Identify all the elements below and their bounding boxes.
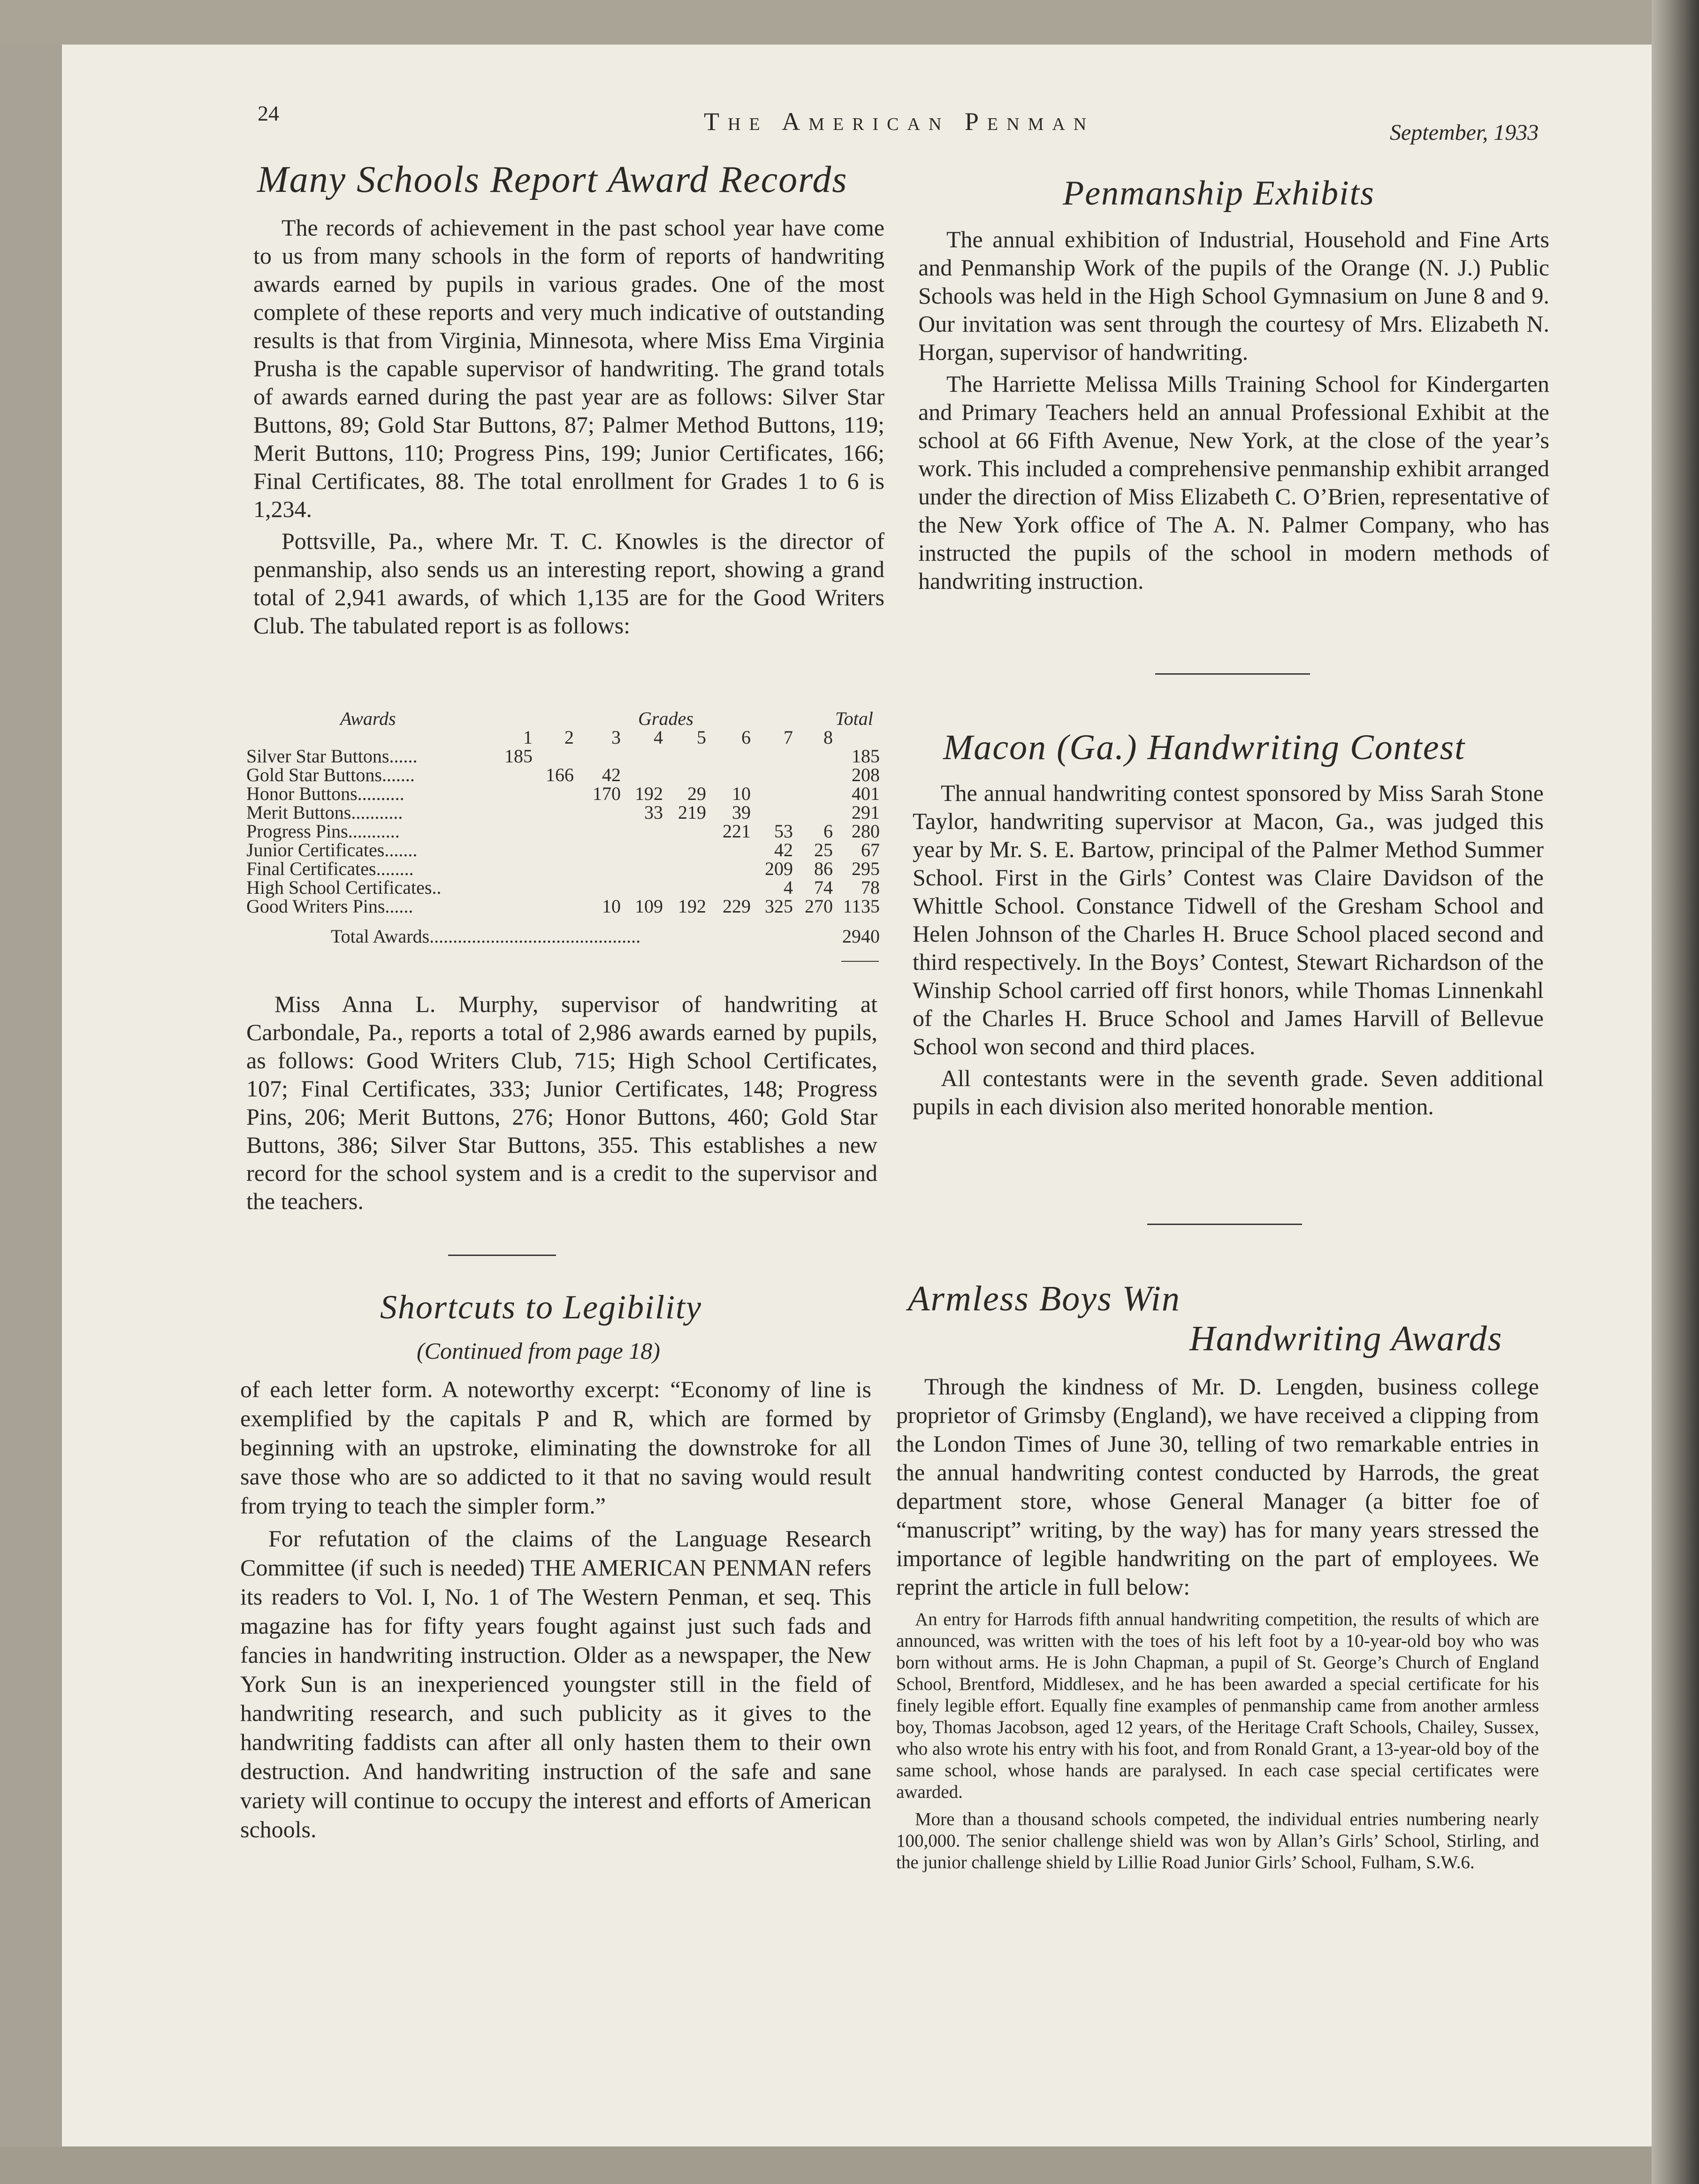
total-value: 2940: [842, 926, 880, 947]
awards-table: [246, 708, 884, 958]
column-header-grades: Grades: [638, 708, 693, 729]
continued-note: (Continued from page 18): [417, 1338, 660, 1364]
grade-cell: 325: [765, 896, 793, 917]
table-rows: [246, 747, 884, 916]
issue-date: September, 1933: [1390, 120, 1539, 145]
grade-cell: 25: [814, 839, 833, 860]
paragraph: All contestants were in the seventh grade. Seven additional pupils in each division also merited honorable mention.: [913, 1065, 1544, 1119]
article-body-macon-contest: [913, 779, 1544, 1124]
grade-number: 2: [564, 727, 574, 748]
paragraph: Miss Anna L. Murphy, supervisor of handwriting at Carbondale, Pa., reports a total of 2,986 awards earned by pupils, as follows: Good Writers Club, 715; High School Certificates, 107; Final Certificates, 333; Junior Certificates, 148; Progress Pins, 206; Merit Buttons, 276; Honor Buttons, 460; Gold Star Buttons, 386; Silver Star Buttons, 355. This establishes a new record for the school system and is a credit to the supervisor and the teachers.: [246, 991, 877, 1214]
table-row: [246, 822, 884, 841]
grade-cell: 10: [602, 896, 621, 917]
article-title-line-1: Armless Boys Win: [908, 1279, 1181, 1318]
quote-paragraph: An entry for Harrods fifth annual handwriting competition, the results of which are announced, was written with the toes of his left foot by a 10-year-old boy who was born without arms. He is John Chapman, a pupil of St. George’s Church of England School, Brentford, Middlesex, and he has been awarded a special certificate for his finely legible effort. Equally fine examples of penmanship came from another armless boy, Thomas Jacobson, aged 12 years, of the Heritage Craft Schools, Chailey, Sussex, who also wrote his entry with his foot, and from Ronald Grant, a 13-year-old boy of the same school, whose hands are paralysed. In each case special certificates were awarded.: [896, 1609, 1539, 1802]
reprinted-article: [896, 1605, 1539, 1873]
grade-cell: 109: [635, 896, 663, 917]
grade-cell: 221: [723, 821, 751, 842]
article-body-award-records: [253, 213, 884, 643]
table-row: [246, 747, 884, 766]
page-number: 24: [258, 101, 279, 125]
grade-cell: 185: [504, 746, 533, 767]
article-title-penmanship-exhibits: Penmanship Exhibits: [1063, 174, 1375, 213]
table-row: [246, 784, 884, 803]
table-row: [246, 766, 884, 784]
total-rule: [841, 961, 879, 962]
article-closing-paragraph: [246, 990, 877, 1219]
grade-number: 5: [697, 727, 706, 748]
table-row: [246, 803, 884, 822]
grade-cell: 166: [546, 764, 574, 785]
article-title-macon-contest: Macon (Ga.) Handwriting Contest: [943, 728, 1466, 767]
column-header-total: Total: [835, 708, 873, 729]
grade-cell: 229: [723, 896, 751, 917]
grade-cell: 53: [774, 821, 793, 842]
grade-number: 6: [741, 727, 751, 748]
article-body-armless-boys: [896, 1372, 1539, 1879]
table-row: [246, 878, 884, 897]
grade-cell: 42: [602, 764, 621, 785]
table-row: [246, 897, 884, 916]
award-label: Merit Buttons...........: [246, 802, 403, 823]
award-label: Junior Certificates.......: [246, 839, 418, 860]
grade-cell: 192: [678, 896, 706, 917]
grade-number: 4: [654, 727, 663, 748]
section-divider: [1147, 1224, 1302, 1225]
row-total: 291: [852, 802, 880, 823]
grade-cell: 86: [814, 858, 833, 879]
grade-cell: 219: [678, 802, 706, 823]
paragraph: The records of achievement in the past school year have come to us from many schools in the form of reports of handwriting awards earned by pupils in various grades. One of the most complete of these reports and very much indicative of outstanding results is that from Virginia, Minnesota, where Miss Ema Virginia Prusha is the capable supervisor of handwriting. The grand totals of awards earned during the past year are as follows: Silver Star Buttons, 89; Gold Star Buttons, 87; Palmer Method Buttons, 119; Merit Buttons, 110; Progress Pins, 199; Junior Certificates, 166; Final Certificates, 88. The total enrollment for Grades 1 to 6 is 1,234.: [253, 214, 884, 522]
paragraph: Through the kindness of Mr. D. Lengden, business college proprietor of Grimsby (England), we have received a clipping from the London Times of June 30, telling of two remarkable entries in the annual handwriting contest conducted by Harrods, the great department store, whose General Manager (a bitter foe of “manuscript” writing, by the way) has for many years stressed the importance of legible handwriting on the part of employees. We reprint the article in full below:: [896, 1373, 1539, 1600]
grade-cell: 6: [823, 821, 833, 842]
masthead: The American Penman: [704, 107, 1095, 136]
row-total: 67: [861, 839, 880, 860]
table-header: [246, 708, 884, 729]
quote-paragraph: More than a thousand schools competed, the individual entries numbering nearly 100,000. The senior challenge shield was won by Allan’s Girls’ School, Stirling, and the junior challenge shield by Lillie Road Junior Girls’ School, Fulham, S.W.6.: [896, 1809, 1539, 1872]
paragraph: For refutation of the claims of the Language Research Committee (if such is needed) THE AMERICAN PENMAN refers its readers to Vol. I, No. 1 of The Western Penman, et seq. This magazine has for fifty years fought against just such fads and fancies in handwriting instruction. Older as a newspaper, the New York Sun is an inexperienced youngster still in the field of handwriting research, and such publicity as it gives to the handwriting faddists can after all only hasten them to their own destruction. And handwriting instruction of the safe and sane variety will continue to occupy the interest and efforts of American schools.: [240, 1525, 871, 1842]
award-label: High School Certificates..: [246, 877, 442, 898]
scan-gutter-shadow: [1652, 0, 1699, 2184]
table-total-row: [246, 925, 884, 958]
article-title-award-records: Many Schools Report Award Records: [257, 159, 848, 200]
award-label: Final Certificates........: [246, 858, 414, 879]
paragraph: Pottsville, Pa., where Mr. T. C. Knowles is the director of penmanship, also sends us an interesting report, showing a grand total of 2,941 awards, of which 1,135 are for the Good Writers Club. The tabulated report is as follows:: [253, 528, 884, 639]
grade-cell: 192: [635, 783, 663, 804]
grade-number: 3: [611, 727, 621, 748]
grade-cell: 74: [814, 877, 833, 898]
grade-cell: 39: [732, 802, 751, 823]
grade-cell: 4: [784, 877, 793, 898]
grade-cell: 33: [644, 802, 663, 823]
row-total: 1135: [843, 896, 880, 917]
section-divider: [448, 1255, 556, 1256]
paragraph: of each letter form. A noteworthy excerpt: “Economy of line is exemplified by the capitals P and R, which are formed by beginning with an upstroke, eliminating the downstroke for all save those who are so addicted to it that no saving would result from trying to teach the simpler form.”: [240, 1376, 871, 1519]
scan-border-top: [0, 0, 1699, 45]
row-total: 401: [852, 783, 880, 804]
section-divider: [1155, 673, 1310, 675]
grade-cell: 10: [732, 783, 751, 804]
article-body-penmanship-exhibits: [918, 225, 1549, 599]
row-total: 78: [861, 877, 880, 898]
table-row: [246, 860, 884, 878]
table-row: [246, 841, 884, 860]
grade-cell: 209: [765, 858, 793, 879]
grade-number: 8: [823, 727, 833, 748]
grade-number: 1: [523, 727, 533, 748]
grade-cell: 170: [593, 783, 621, 804]
paragraph: The annual exhibition of Industrial, Household and Fine Arts and Penmanship Work of the pupils of the Orange (N. J.) Public Schools was held in the High School Gymnasium on June 8 and 9. Our invitation was sent through the courtesy of Mrs. Elizabeth N. Horgan, supervisor of handwriting.: [918, 226, 1549, 365]
grade-cell: 42: [774, 839, 793, 860]
award-label: Silver Star Buttons......: [246, 746, 418, 767]
row-total: 280: [852, 821, 880, 842]
paragraph: The Harriette Melissa Mills Training School for Kindergarten and Primary Teachers held an annual Professional Exhibit at the school at 66 Fifth Avenue, New York, at the close of the year’s work. This included a comprehensive penmanship exhibit arranged under the direction of Miss Elizabeth C. O’Brien, representative of the New York office of The A. N. Palmer Company, who has instructed the pupils of the school in modern methods of handwriting instruction.: [918, 371, 1549, 594]
grade-number-row: [246, 726, 884, 747]
award-label: Good Writers Pins......: [246, 896, 413, 917]
article-title-line-2: Handwriting Awards: [1189, 1319, 1503, 1358]
row-total: 208: [852, 764, 880, 785]
row-total: 295: [852, 858, 880, 879]
total-label: Total Awards.............................................: [331, 926, 641, 947]
scan-border-bottom: [0, 2146, 1699, 2184]
grade-cell: 29: [687, 783, 706, 804]
grade-cell: 270: [805, 896, 833, 917]
column-header-awards: Awards: [340, 708, 396, 729]
row-total: 185: [852, 746, 880, 767]
award-label: Honor Buttons..........: [246, 783, 404, 804]
paragraph: The annual handwriting contest sponsored by Miss Sarah Stone Taylor, handwriting supervisor at Macon, Ga., was judged this year by Mr. S. E. Bartow, principal of the Palmer Method Summer School. First in the Girls’ Contest was Claire Davidson of the Whittle School. Constance Tidwell of the Gresham School and Helen Johnson of the Charles H. Bruce School placed second and third respectively. In the Boys’ Contest, Stewart Richardson of the Winship School carried off first honors, while Thomas Linnenkahl of the Charles H. Bruce School and James Harvill of Bellevue School won second and third places.: [913, 780, 1544, 1059]
award-label: Gold Star Buttons.......: [246, 764, 415, 785]
article-body-shortcuts: [240, 1375, 871, 1848]
award-label: Progress Pins...........: [246, 821, 400, 842]
article-title-shortcuts: Shortcuts to Legibility: [380, 1288, 702, 1326]
grade-number: 7: [784, 727, 793, 748]
